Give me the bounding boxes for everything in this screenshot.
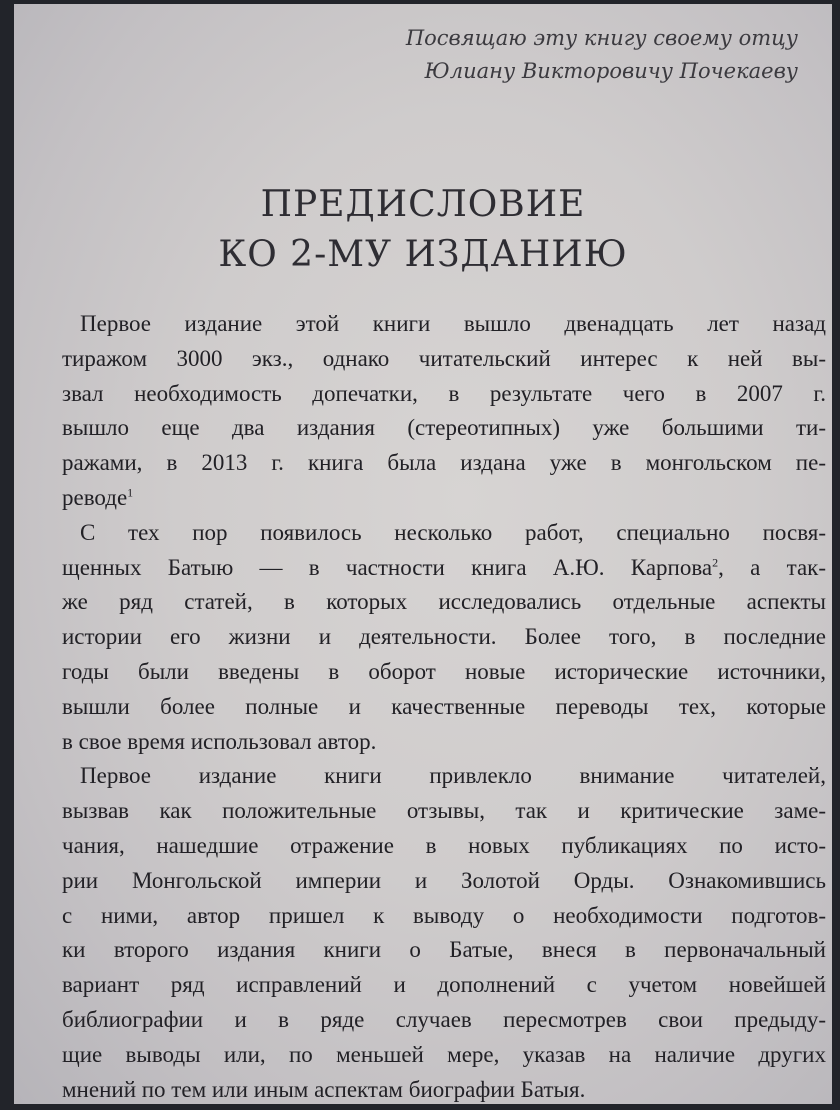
book-page [14, 4, 832, 1104]
text-fragment: реводе [62, 484, 128, 510]
paragraph-2 [62, 516, 826, 760]
text-line: чания, нашедшие отражение в новых публикациях по исто- [62, 832, 826, 858]
text-line-with-footnote [62, 551, 826, 586]
text-line: же ряд статей, в которых исследовались отдельные аспекты [62, 589, 826, 615]
text-line: вышли более полные и качественные переводы тех, которые [62, 693, 826, 719]
text-line: вызвав как положительные отзывы, так и критические заме- [62, 798, 826, 824]
text-line: годы были введены в оборот новые исторические источники, [62, 658, 826, 684]
text-line: мнений по тем или иным аспектам биографии Батыя. [62, 1076, 586, 1102]
dedication-line-1: Посвящаю эту книгу своему отцу [405, 26, 798, 50]
text-line: ражами, в 2013 г. книга была издана уже в монгольском пе- [62, 450, 826, 476]
text-fragment: , а так- [718, 554, 826, 580]
text-line: звал необходимость допечатки, в результате чего в 2007 г. [62, 380, 826, 406]
text-line: библиографии и в ряде случаев пересмотрев свои предыду- [62, 1006, 826, 1032]
text-line: вышло еще два издания (стереотипных) уже большими ти- [62, 415, 826, 441]
dedication-line-2: Юлиану Викторовичу Почекаеву [424, 59, 798, 83]
body-text [62, 307, 826, 1104]
text-line: рии Монгольской империи и Золотой Орды. Ознакомившись [62, 867, 826, 893]
text-line: истории его жизни и деятельности. Более того, в последние [62, 624, 826, 650]
text-line: Первое издание книги привлекло внимание читателей, [80, 763, 826, 789]
text-line: тиражом 3000 экз., однако читательский интерес к ней вы- [62, 345, 826, 371]
title-line-2: КО 2-МУ ИЗДАНИЮ [218, 234, 628, 275]
text-line: ки второго издания книги о Батые, внеся в первоначальный [62, 937, 826, 963]
text-line-with-footnote [62, 481, 826, 516]
text-line: щие выводы или, по меньшей мере, указав на наличие других [62, 1041, 826, 1067]
text-line: С тех пор появилось несколько работ, специально посвя- [80, 519, 826, 545]
text-fragment: щенных Батыю — в частности книга А.Ю. Карпова [62, 554, 713, 580]
text-line: Первое издание этой книги вышло двенадцать лет назад [80, 311, 826, 336]
footnote-marker: 1 [127, 485, 134, 500]
text-line: с ними, автор пришел к выводу о необходимости подготов- [62, 902, 826, 928]
text-line: в свое время использовал автор. [62, 728, 377, 754]
title-line-1: ПРЕДИСЛОВИЕ [260, 184, 586, 225]
dedication [406, 22, 798, 88]
paragraph-3 [62, 759, 826, 1104]
page-title [14, 180, 832, 280]
paragraph-1 [62, 307, 826, 516]
text-line: вариант ряд исправлений и дополнений с учетом новейшей [62, 972, 826, 998]
footnote-marker: 2 [712, 554, 719, 569]
